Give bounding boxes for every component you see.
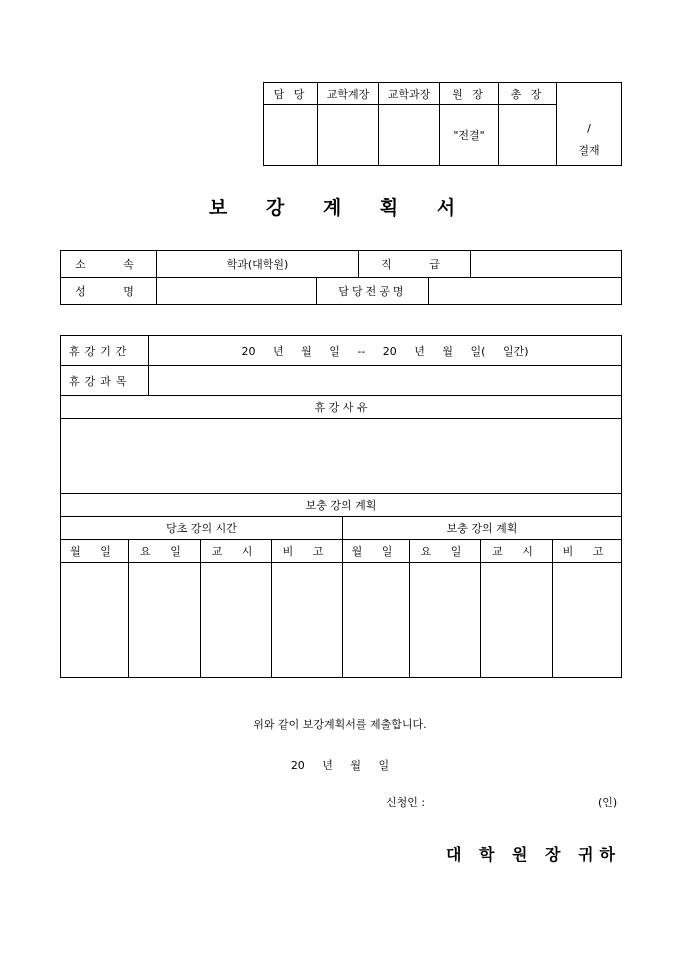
major-value[interactable] (429, 278, 622, 305)
col-makeup-day: 요 일 (410, 540, 481, 563)
makeup-plan-label: 보충 강의 계획 (61, 494, 622, 517)
makeup-date-cell[interactable] (343, 563, 410, 678)
addressee: 대 학 원 장 귀하 (445, 845, 621, 864)
subject-value[interactable] (149, 366, 622, 396)
col-makeup-period: 교 시 (481, 540, 553, 563)
makeup-day-cell[interactable] (410, 563, 481, 678)
info-table (60, 250, 622, 305)
col-orig-day: 요 일 (129, 540, 201, 563)
orig-period-cell[interactable] (201, 563, 272, 678)
position-label: 직 급 (359, 251, 471, 278)
subject-label: 휴강과목 (61, 366, 149, 396)
makeup-period-cell[interactable] (481, 563, 553, 678)
date-line: 20 년 월 일 (290, 759, 390, 772)
approval-slash: / (587, 122, 591, 135)
affiliation-value[interactable]: 학과(대학원) (157, 251, 359, 278)
approval-header-chief: 교학계장 (318, 83, 379, 105)
col-orig-period: 교 시 (201, 540, 272, 563)
major-label: 담당전공명 (317, 278, 429, 305)
col-makeup-date: 월 일 (343, 540, 410, 563)
orig-note-cell[interactable] (272, 563, 343, 678)
approval-header-dean: 원 장 (440, 83, 499, 105)
makeup-note-cell[interactable] (553, 563, 622, 678)
position-value[interactable] (471, 251, 622, 278)
col-makeup-note: 비 고 (553, 540, 622, 563)
approval-final-cell (557, 83, 622, 166)
seal-label: (인) (598, 796, 618, 809)
reason-value[interactable] (61, 419, 622, 494)
col-orig-date: 월 일 (61, 540, 129, 563)
period-value[interactable]: 20 년 월 일 -- 20 년 월 일( 일간) (149, 336, 622, 366)
makeup-plan-sub-label: 보충 강의 계획 (343, 517, 622, 540)
statement-text: 위와 같이 보강계획서를 제출합니다. (253, 718, 427, 731)
orig-date-cell[interactable] (61, 563, 129, 678)
approval-sign-dean[interactable] (440, 105, 499, 166)
name-label: 성 명 (61, 278, 157, 305)
approval-header-president: 총 장 (499, 83, 557, 105)
period-label: 휴강기간 (61, 336, 149, 366)
approval-sign-staff[interactable] (264, 105, 318, 166)
approval-header-director: 교학과장 (379, 83, 440, 105)
approval-header-staff: 담 당 (264, 83, 318, 105)
approval-sign-president[interactable] (499, 105, 557, 166)
approval-sign-chief[interactable] (318, 105, 379, 166)
applicant-label: 신청인 : (386, 796, 426, 809)
approval-gyeoljae: 결재 (578, 144, 600, 157)
approval-sign-director[interactable] (379, 105, 440, 166)
affiliation-label: 소 속 (61, 251, 157, 278)
reason-label: 휴 강 사 유 (61, 396, 622, 419)
orig-day-cell[interactable] (129, 563, 201, 678)
approval-table (263, 82, 622, 166)
name-value[interactable] (157, 278, 317, 305)
original-time-label: 당초 강의 시간 (61, 517, 343, 540)
plan-table (60, 335, 622, 678)
document-title: 보 강 계 획 서 (208, 197, 472, 219)
col-orig-note: 비 고 (272, 540, 343, 563)
jeongyeol-note: "전결" (453, 129, 485, 142)
